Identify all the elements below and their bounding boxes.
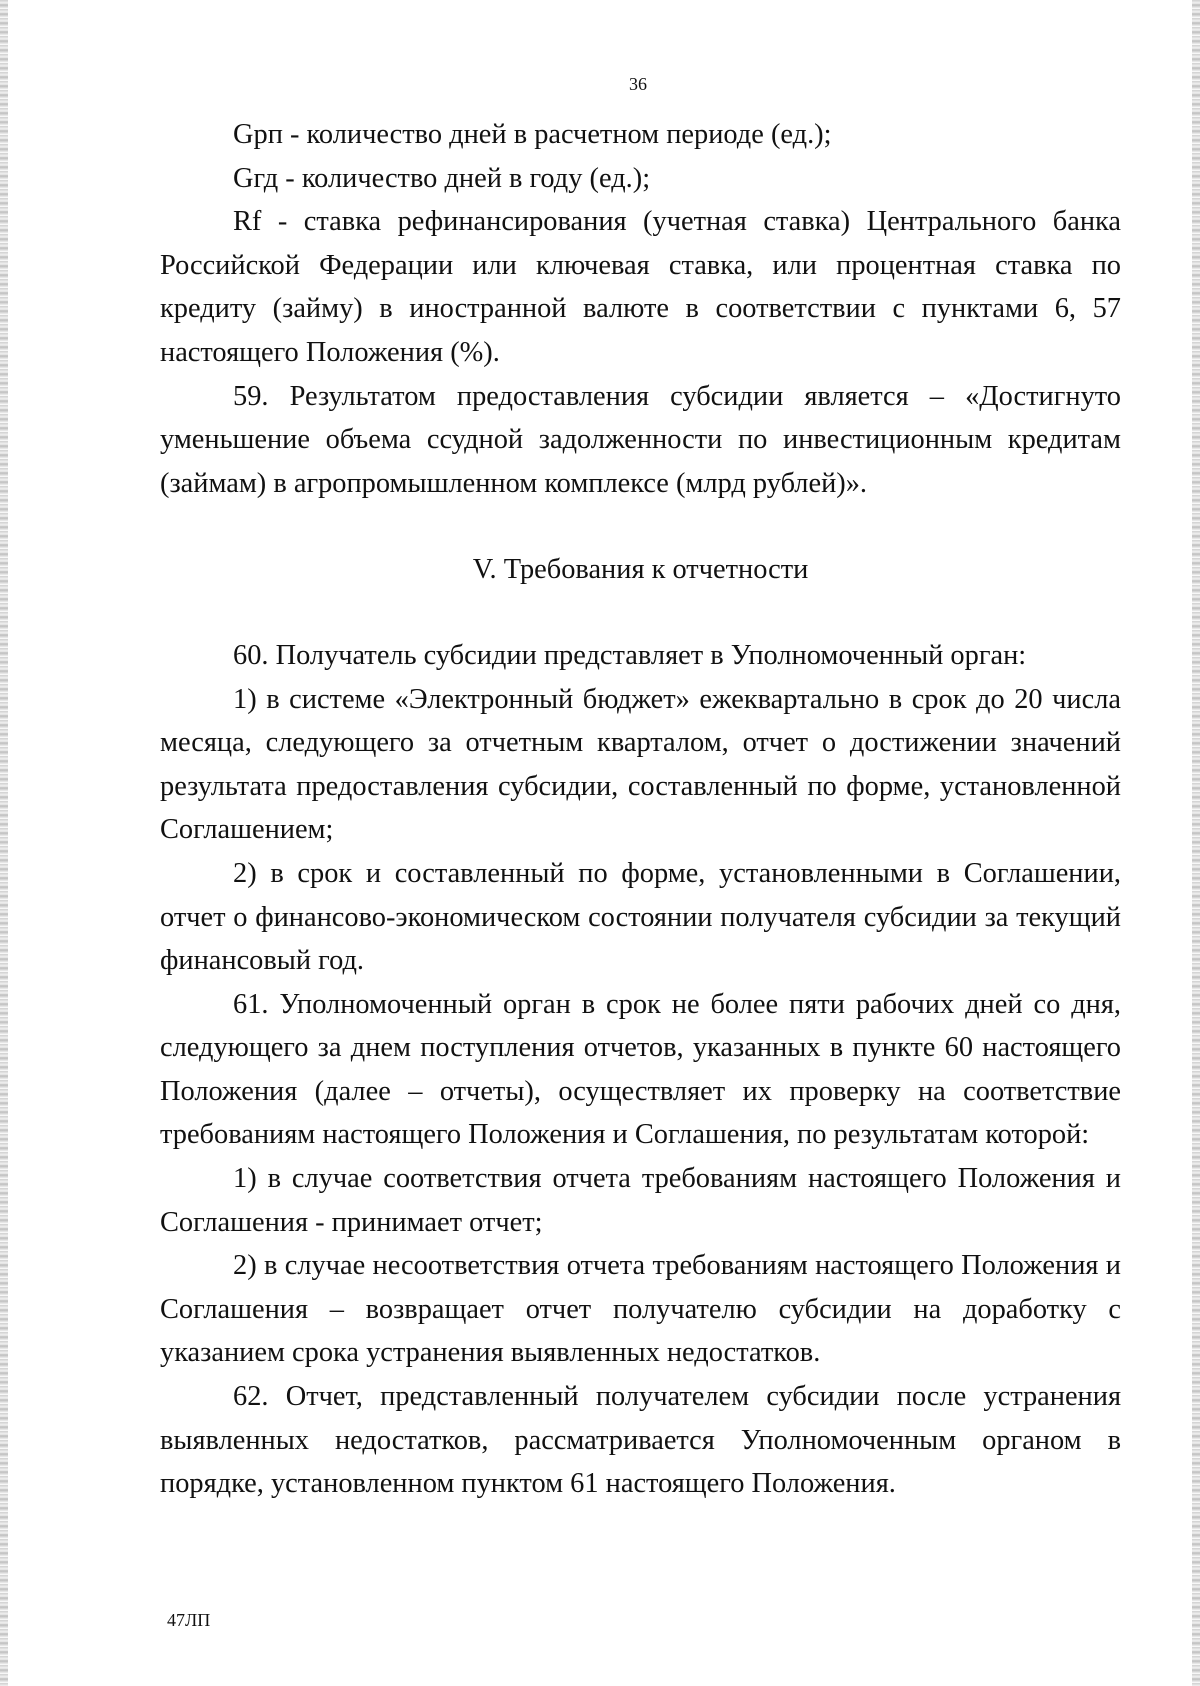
definition-ggd: Gгд - количество дней в году (ед.); bbox=[233, 162, 651, 194]
footer-code: 47ЛП bbox=[167, 1610, 211, 1630]
clause-62: 62. Отчет, представленный получателем субсидии после устранения выявленных недостатков, рассматривается Уполномоченным органом в порядке, установленном пунктом 61 настоящего Положения. bbox=[160, 1381, 1121, 1500]
clause-61-item-2: 2) в случае несоответствия отчета требованиям настоящего Положения и Соглашения – возвращает отчет получателю субсидии на доработку с указанием срока устранения выявленных недостатков. bbox=[160, 1250, 1121, 1369]
clause-61-item-1: 1) в случае соответствия отчета требованиям настоящего Положения и Соглашения - принимает отчет; bbox=[160, 1163, 1121, 1238]
clause-60-item-1: 1) в системе «Электронный бюджет» ежеквартально в срок до 20 числа месяца, следующего за отчетным кварталом, отчет о достижении значений результата предоставления субсидии, составленный по форме, установленной Соглашением; bbox=[160, 683, 1121, 846]
scan-edge-right bbox=[1192, 0, 1200, 1686]
definition-grp: Gрп - количество дней в расчетном периоде (ед.); bbox=[233, 119, 832, 150]
scan-edge-left bbox=[0, 0, 8, 1686]
clause-59: 59. Результатом предоставления субсидии является – «Достигнуто уменьшение объема ссудной задолженности по инвестиционным кредитам (займам) в агропромышленном комплексе (млрд рублей)». bbox=[160, 380, 1121, 499]
document-body bbox=[160, 113, 1121, 1506]
clause-60-item-2: 2) в срок и составленный по форме, установленными в Соглашении, отчет о финансово-экономическом состоянии получателя субсидии за текущий финансовый год. bbox=[160, 857, 1121, 977]
clause-61: 61. Уполномоченный орган в срок не более пяти рабочих дней со дня, следующего за днем поступления отчетов, указанных в пункте 60 настоящего Положения (далее – отчеты), осуществляет их проверку на соответствие требованиям настоящего Положения и Соглашения, по результатам которой: bbox=[160, 988, 1121, 1151]
definition-rf: Rf - ставка рефинансирования (учетная ставка) Центрального банка Российской Федерации или ключевая ставка, или процентная ставка по кредиту (займу) в иностранной валюте в соответствии с пунктами 6, 57 настоящего Положения (%). bbox=[160, 206, 1121, 368]
section-heading: V. Требования к отчетности bbox=[472, 554, 809, 586]
page-number: 36 bbox=[629, 74, 647, 94]
clause-60: 60. Получатель субсидии представляет в Уполномоченный орган: bbox=[233, 639, 1027, 671]
